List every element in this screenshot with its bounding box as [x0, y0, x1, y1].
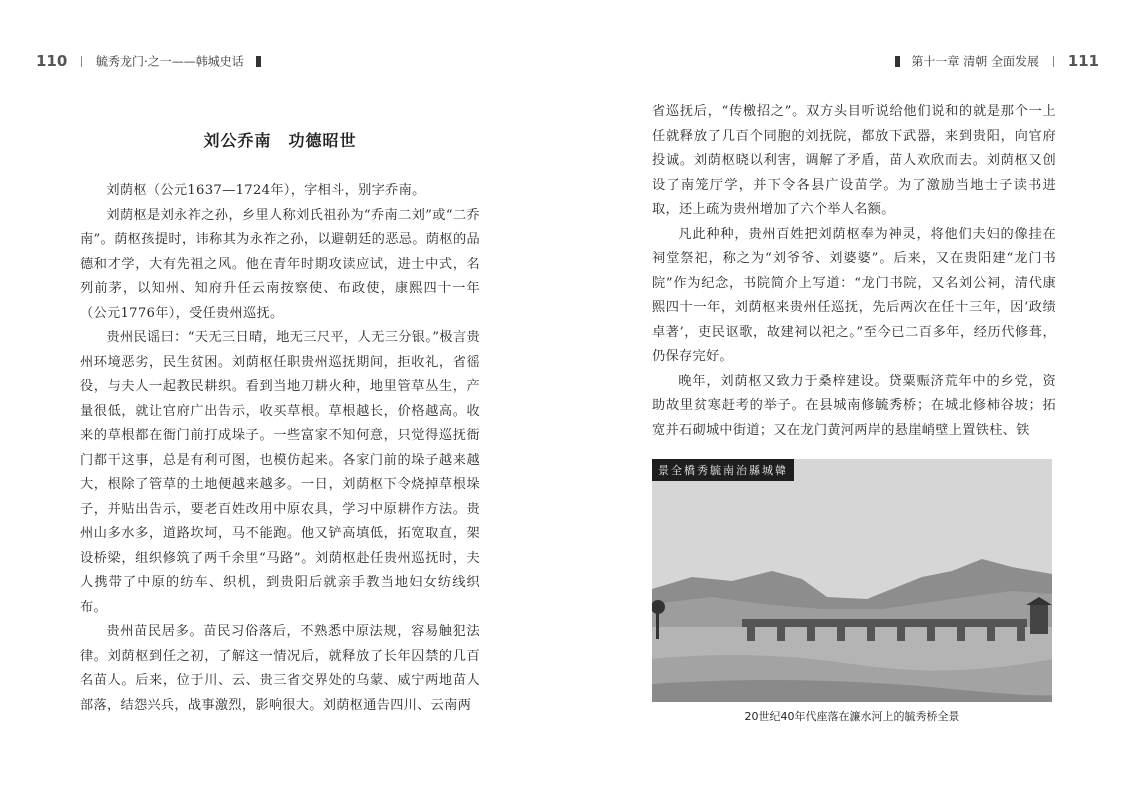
bridge-photo — [652, 459, 1052, 702]
header-divider — [81, 56, 82, 67]
left-running-header — [36, 52, 269, 76]
header-divider — [1053, 56, 1054, 67]
photo-caption: 20世纪40年代座落在濂水河上的毓秀桥全景 — [744, 710, 960, 723]
left-page-number: 110 — [36, 52, 68, 70]
paragraph: 晚年，刘荫枢又致力于桑梓建设。贷粟赈济荒年中的乡党，资助故里贫寒赶考的举子。在县城南修毓秀桥；在城北修柿谷坡；拓宽并石砌城中街道；又在龙门黄河两岸的悬崖峭壁上置铁柱、铁 — [652, 373, 1056, 438]
left-book-title: 毓秀龙门·之一——韩城史话 — [95, 54, 244, 69]
right-page-number: 111 — [1067, 52, 1099, 70]
paragraph: 凡此种种，贵州百姓把刘荫枢奉为神灵，将他们夫妇的像挂在祠堂祭祀，称之为“刘爷爷、刘婆婆”。后来，又在贵阳建“龙门书院”作为纪念，书院简介上写道：“龙门书院，又名刘公祠，清代康熙四十一年，刘荫枢来贵州任巡抚，先后两次在任十三年，因‘政绩卓著’，吏民讴歌，故建祠以祀之。”至今已二百多年，经历代修葺，仍保存完好。 — [652, 226, 1056, 364]
paragraph: 刘荫枢是刘永祚之孙，乡里人称刘氏祖孙为“乔南二刘”或“二乔南”。荫枢孩提时，讳称其为永祚之孙，以避朝廷的恶忌。荫枢的品德和才学，大有先祖之风。他在青年时期攻读应试，进士中式，名列前茅，以知州、知府升任云南按察使、布政使，康熙四十一年（公元1776年），受任贵州巡抚。 — [80, 207, 480, 321]
article-title: 刘公乔南 功德昭世 — [203, 131, 357, 150]
photo-inscription: 景全橋秀毓南治縣城韓 — [652, 459, 794, 481]
paragraph: 刘荫枢（公元1637—1724年），字相斗，别字乔南。 — [106, 183, 426, 198]
header-block-marker — [256, 56, 261, 67]
right-running-header — [887, 52, 1099, 76]
header-block-marker — [895, 56, 900, 67]
bridge-illustration — [652, 459, 1052, 702]
paragraph: 贵州民谣曰：“天无三日晴，地无三尺平，人无三分银。”极言贵州环境恶劣，民生贫困。刘荫枢任职贵州巡抚期间，拒收礼，省徭役，与夫人一起教民耕织。看到当地刀耕火种，地里管草丛生，产量很低，就让官府广出告示，收买草根。草根越长，价格越高。收来的草根都在衙门前打成垛子。一些富家不知何意，只觉得巡抚衙门都干这事，总是有利可图，也模仿起来。各家门前的垛子越来越大，根除了管草的土地便越来越多。一日，刘荫枢下令烧掉草根垛子，并贴出告示，要老百姓改用中原农具，学习中原耕作方法。贵州山多水多，道路坎坷，马不能跑。他又铲高填低，拓宽取直，架设桥梁，组织修筑了两千余里“马路”。刘荫枢赴任贵州巡抚时，夫人携带了中原的纺车、织机，到贵阳后就亲手教当地妇女纺线织布。 — [80, 330, 480, 615]
right-chapter-title: 第十一章 清朝 全面发展 — [911, 54, 1040, 69]
paragraph: 省巡抚后，“传檄招之”。双方头目听说给他们说和的就是那个一上任就释放了几百个同胞的刘抚院，都放下武器，来到贵阳，向官府投诚。刘荫枢晓以利害，调解了矛盾，苗人欢欣而去。刘荫枢又创设了南笼厅学，并下令各县广设苗学。为了激励当地士子读书进取，还上疏为贵州增加了六个举人名额。 — [652, 104, 1056, 217]
right-page — [652, 100, 1056, 443]
left-page — [80, 100, 480, 718]
paragraph: 贵州苗民居多。苗民习俗落后，不熟悉中原法规，容易触犯法律。刘荫枢到任之初，了解这一情况后，就释放了长年囚禁的几百名苗人。后来，位于川、云、贵三省交界处的乌蒙、威宁两地苗人部落，结怨兴兵，战事激烈，影响很大。刘荫枢通告四川、云南两 — [80, 624, 480, 713]
